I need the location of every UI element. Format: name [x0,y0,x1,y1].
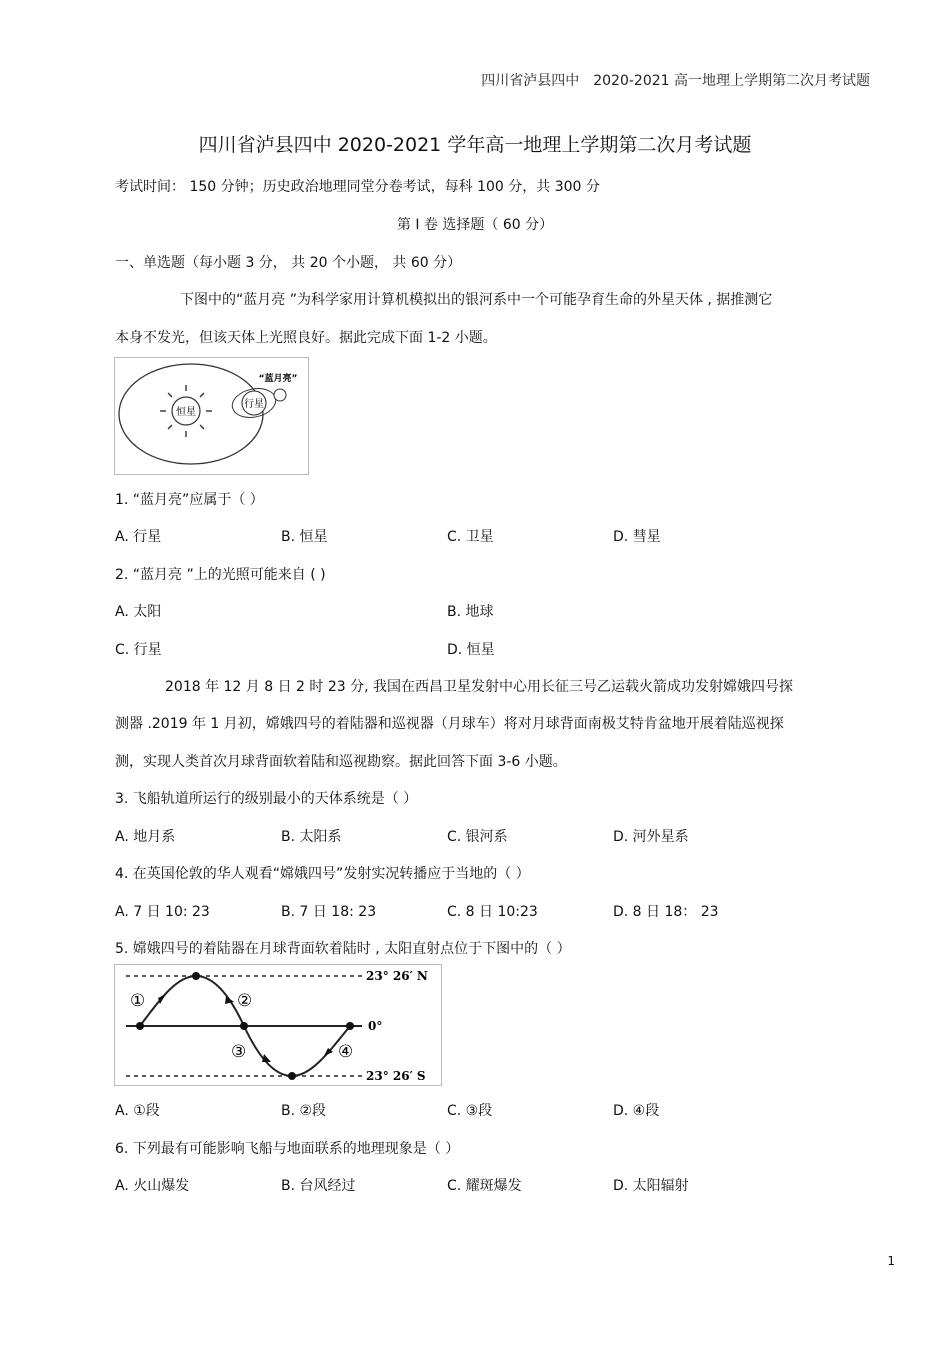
q4-option-a[interactable]: A. 7 日 10: 23 [115,904,210,920]
q2-option-b[interactable]: B. 地球 [447,604,494,620]
q6-option-b[interactable]: B. 台风经过 [281,1178,356,1194]
moon-label: “蓝月亮” [258,374,298,384]
equator-label: 0° [368,1019,383,1033]
q5-option-c[interactable]: C. ③段 [447,1103,493,1119]
segment-1-label: ① [130,991,146,1011]
q4-option-c[interactable]: C. 8 日 10:23 [447,904,538,920]
moon-icon [274,389,286,401]
page-title: 四川省泸县四中 2020-2021 学年高一地理上学期第二次月考试题 [198,134,752,156]
q2-option-c[interactable]: C. 行星 [115,642,162,658]
q5-option-b[interactable]: B. ②段 [281,1103,327,1119]
q1-option-c[interactable]: C. 卫星 [447,529,494,545]
q2-option-a[interactable]: A. 太阳 [115,604,162,620]
part-heading: 一、单选题（每小题 3 分， 共 20 个小题， 共 60 分） [115,255,462,271]
exam-info: 考试时间： 150 分钟；历史政治地理同堂分卷考试，每科 100 分，共 300 分 [115,179,600,195]
q3-stem: 3. 飞船轨道所运行的级别最小的天体系统是（ ） [115,791,418,807]
q1-stem: 1. “蓝月亮”应属于（ ） [115,492,264,508]
q3-option-c[interactable]: C. 银河系 [447,829,508,845]
q4-option-d[interactable]: D. 8 日 18： 23 [613,904,719,920]
q1-option-a[interactable]: A. 行星 [115,529,162,545]
subsolar-point-diagram [114,964,442,1086]
star-planet-diagram [114,357,309,475]
star-label: 恒星 [176,407,196,418]
segment-2-label: ② [237,991,253,1011]
q3-option-d[interactable]: D. 河外星系 [613,829,689,845]
passage2-line1: 2018 年 12 月 8 日 2 时 23 分, 我国在西昌卫星发射中心用长征三号乙运载火箭成功发射嫦娥四号探 [165,679,794,695]
passage1-line1: 下图中的“蓝月亮 ”为科学家用计算机模拟出的银河系中一个可能孕育生命的外星天体 , 据推测它 [180,292,773,308]
q5-option-a[interactable]: A. ①段 [115,1103,160,1119]
passage1-line2: 本身不发光，但该天体上光照良好。据此完成下面 1-2 小题。 [115,330,497,346]
q4-stem: 4. 在英国伦敦的华人观看“嫦娥四号”发射实况转播应于当地的（ ） [115,866,530,882]
page-number: 1 [887,1254,895,1268]
q3-option-b[interactable]: B. 太阳系 [281,829,342,845]
q2-stem: 2. “蓝月亮 ”上的光照可能来自 ( ) [115,567,326,583]
passage2-line2: 测器 .2019 年 1 月初，嫦娥四号的着陆器和巡视器（月球车）将对月球背面南极艾特肯盆地开展着陆巡视探 [115,716,784,732]
tropic-capricorn-label: 23° 26′ S [366,1069,426,1083]
q4-option-b[interactable]: B. 7 日 18: 23 [281,904,377,920]
q1-option-d[interactable]: D. 彗星 [613,529,661,545]
tropic-cancer-label: 23° 26′ N [366,969,428,983]
planet-label: 行星 [244,399,264,410]
q6-option-c[interactable]: C. 耀斑爆发 [447,1178,522,1194]
q6-option-a[interactable]: A. 火山爆发 [115,1178,190,1194]
q2-option-d[interactable]: D. 恒星 [447,642,495,658]
segment-4-label: ④ [338,1042,354,1062]
q3-option-a[interactable]: A. 地月系 [115,829,176,845]
q6-option-d[interactable]: D. 太阳辐射 [613,1178,689,1194]
q1-option-b[interactable]: B. 恒星 [281,529,328,545]
segment-3-label: ③ [231,1042,247,1062]
passage2-line3: 测，实现人类首次月球背面软着陆和巡视勘察。据此回答下面 3-6 小题。 [115,754,567,770]
q5-option-d[interactable]: D. ④段 [613,1103,660,1119]
page-header: 四川省泸县四中 2020-2021 高一地理上学期第二次月考试题 [481,73,870,89]
q6-stem: 6. 下列最有可能影响飞船与地面联系的地理现象是（ ） [115,1141,460,1157]
q5-stem: 5. 嫦娥四号的着陆器在月球背面软着陆时 , 太阳直射点位于下图中的（ ） [115,941,571,957]
section-heading: 第 I 卷 选择题（ 60 分） [396,217,554,233]
